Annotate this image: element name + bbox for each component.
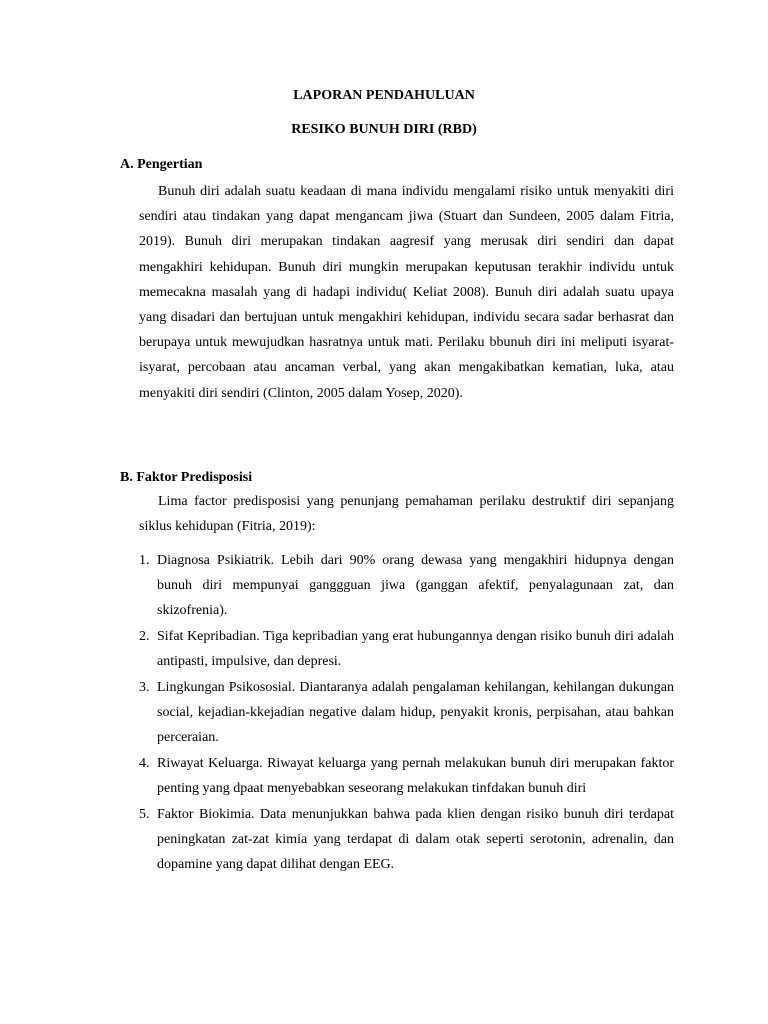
document-subtitle: RESIKO BUNUH DIRI (RBD) (291, 122, 477, 137)
paragraph-faktor-predisposisi: Lima factor predisposisi yang penunjang pemahaman perilaku destruktif diri sepanjang siklus kehidupan (Fitria, 2019): (139, 494, 674, 535)
list-item-number: 4. (139, 755, 150, 771)
list-item-text: Sifat Kepribadian. Tiga kepribadian yang erat hubungannya dengan risiko bunuh diri adalah antipasti, impulsive, dan depresi. (157, 629, 674, 670)
list-item-text: Riwayat Keluarga. Riwayat keluarga yang pernah melakukan bunuh diri merupakan faktor penting yang dpaat menyebabkan seseorang melakukan tinfdakan bunuh diri (157, 755, 674, 796)
document-title: LAPORAN PENDAHULUAN (293, 88, 475, 103)
list-item-text: Diagnosa Psikiatrik. Lebih dari 90% orang dewasa yang mengakhiri hidupnya dengan bunuh diri mempunyai ganggguan jiwa (ganggan afektif, penyalagunaan zat, dan skizofrenia). (157, 553, 674, 619)
list-item-text: Faktor Biokimia. Data menunjukkan bahwa pada klien dengan risiko bunuh diri terdapat peningkatan zat-zat kimia yang terdapat di dalam otak seperti serotonin, adrenalin, dan dopamine yang dapat dilihat dengan EEG. (157, 806, 674, 872)
list-item-number: 1. (139, 553, 150, 568)
section-heading-faktor-predisposisi: B. Faktor Predisposisi (120, 470, 253, 485)
list-item-number: 3. (139, 679, 150, 695)
list-item (139, 548, 674, 624)
list-item-number: 5. (139, 806, 150, 822)
list-item (139, 675, 674, 751)
list-item (139, 751, 674, 801)
list-item-number: 2. (139, 629, 150, 644)
paragraph-pengertian: Bunuh diri adalah suatu keadaan di mana individu mengalami risiko untuk menyakiti diri sendiri atau tindakan yang dapat mengancam jiwa (Stuart dan Sundeen, 2005 dalam Fitria, 2019). Bunuh diri merupakan tindakan aagresif yang merusak diri sendiri dan dapat mengakhiri kehidupan. Bunuh diri mungkin merupakan keputusan terakhir individu untuk memecakna masalah yang di hadapi individu( Keliat 2008). Bunuh diri adalah suatu upaya yang disadari dan bertujuan untuk mengakhiri kehidupan, individu secara sadar berhasrat dan berupaya untuk mewujudkan hasratnya untuk mati. Perilaku bbunuh diri ini meliputi isyarat-isyarat, percobaan atau ancaman verbal, yang akan mengakibatkan kematian, luka, atau menyakiti diri sendiri (Clinton, 2005 dalam Yosep, 2020). (139, 184, 674, 401)
list-item (139, 802, 674, 878)
section-heading-pengertian: A. Pengertian (120, 157, 203, 172)
predisposition-factor-list (139, 548, 674, 878)
list-item (139, 624, 674, 674)
list-item-text: Lingkungan Psikososial. Diantaranya adalah pengalaman kehilangan, kehilangan dukungan social, kejadian-kkejadian negative dalam hidup, penyakit kronis, perpisahan, atau bahkan perceraian. (157, 679, 674, 746)
